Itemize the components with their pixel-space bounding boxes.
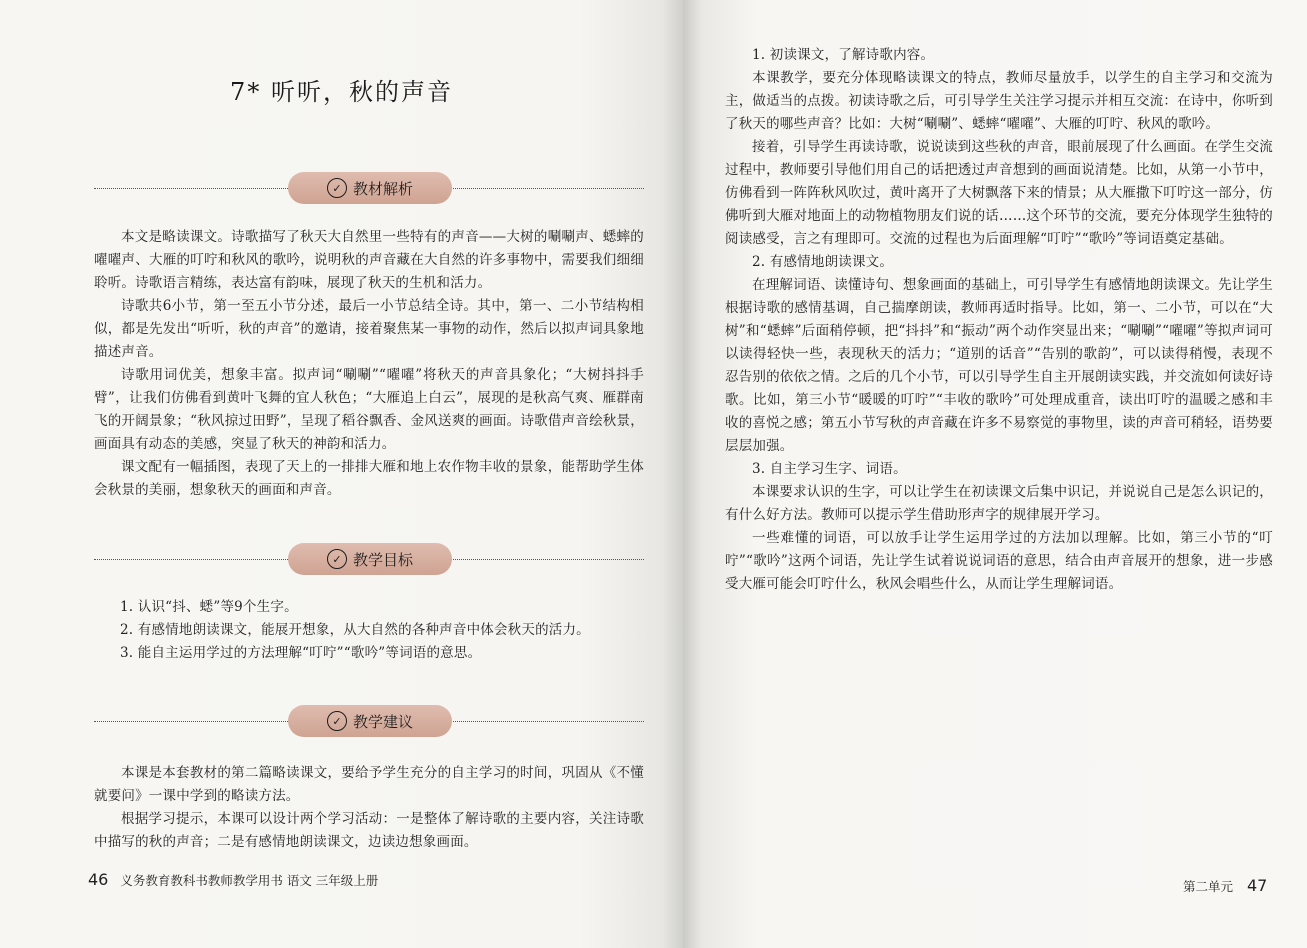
paragraph: 本文是略读课文。诗歌描写了秋天大自然里一些特有的声音——大树的唰唰声、蟋蟀的嚁嚁声、大雁的叮咛和秋风的歌吟，说明秋的声音藏在大自然的许多事物中，需要我们细细聆听。诗歌语言精练，表达富有韵味，展现了秋天的生机和活力。 — [94, 229, 644, 291]
goal-item: 1. 认识“抖、蟋”等9个生字。 — [120, 599, 298, 615]
paragraph: 一些难懂的词语，可以放手让学生运用学过的方法加以理解。比如，第三小节的“叮咛”“歌吟”这两个词语，先让学生试着说说词语的意思，结合由声音展开的想象，进一步感受大雁可能会叮咛什么，秋风会唱些什么，从而让学生理解词语。 — [725, 530, 1273, 592]
right-text — [725, 44, 1273, 596]
right-page — [683, 0, 1307, 948]
section-header-goals — [94, 543, 644, 577]
goal-item: 3. 能自主运用学过的方法理解“叮咛”“歌吟”等词语的意思。 — [120, 645, 482, 661]
analysis-text — [94, 226, 644, 502]
paragraph: 本课是本套教材的第二篇略读课文，要给予学生充分的自主学习的时间，巩固从《不懂就要问》一课中学到的略读方法。 — [94, 765, 644, 804]
subheading: 3. 自主学习生字、词语。 — [752, 461, 907, 477]
section-label: 教材解析 — [352, 179, 413, 198]
right-footer — [1183, 876, 1275, 895]
paragraph: 诗歌共6小节，第一至五小节分述，最后一小节总结全诗。其中，第一、二小节结构相似，都是先发出“听听，秋的声音”的邀请，接着聚焦某一事物的动作，然后以拟声词具象地描述声音。 — [94, 298, 644, 360]
chevron-down-circle-icon: ✓ — [327, 178, 347, 198]
section-header-suggestions — [94, 705, 644, 739]
section-label: 教学目标 — [352, 550, 413, 569]
lesson-title: 7* 听听，秋的声音 — [230, 78, 453, 106]
section-pill — [288, 705, 452, 737]
section-label: 教学建议 — [352, 712, 413, 731]
goal-item: 2. 有感情地朗读课文，能展开想象，从大自然的各种声音中体会秋天的活力。 — [120, 622, 590, 638]
paragraph: 诗歌用词优美，想象丰富。拟声词“唰唰”“嚁嚁”将秋天的声音具象化；“大树抖抖手臂”，让我们仿佛看到黄叶飞舞的宜人秋色；“大雁追上白云”，展现的是秋高气爽、雁群南飞的开阔景象；“秋风掠过田野”，呈现了稻谷飘香、金风送爽的画面。诗歌借声音绘秋景，画面具有动态的美感，突显了秋天的神韵和活力。 — [94, 367, 644, 452]
subheading: 1. 初读课文，了解诗歌内容。 — [752, 47, 935, 63]
left-footer — [88, 870, 378, 889]
chevron-down-circle-icon: ✓ — [327, 711, 347, 731]
page-number: 47 — [1247, 876, 1268, 895]
book-title: 义务教育教科书教师教学用书 语文 三年级上册 — [120, 873, 379, 888]
paragraph: 课文配有一幅插图，表现了天上的一排排大雁和地上农作物丰收的景象，能帮助学生体会秋景的美丽，想象秋天的画面和声音。 — [94, 459, 644, 498]
paragraph: 本课教学，要充分体现略读课文的特点，教师尽量放手，以学生的自主学习和交流为主，做适当的点拨。初读诗歌之后，可引导学生关注学习提示并相互交流：在诗中，你听到了秋天的哪些声音？比如：大树“唰唰”、蟋蟀“嚁嚁”、大雁的叮咛、秋风的歌吟。 — [725, 70, 1273, 132]
paragraph: 接着，引导学生再读诗歌，说说读到这些秋的声音，眼前展现了什么画面。在学生交流过程中，教师要引导他们用自己的话把透过声音想到的画面说清楚。比如，从第一小节中，仿佛看到一阵阵秋风吹过，黄叶离开了大树飘落下来的情景；从大雁撒下叮咛这一部分，仿佛听到大雁对地面上的动物植物朋友们说的话……这个环节的交流，要充分体现学生独特的阅读感受，言之有理即可。交流的过程也为后面理解“叮咛”“歌吟”等词语奠定基础。 — [725, 139, 1273, 247]
paragraph: 根据学习提示，本课可以设计两个学习活动：一是整体了解诗歌的主要内容，关注诗歌中描写的秋的声音；二是有感情地朗读课文，边读边想象画面。 — [94, 811, 644, 850]
section-header-analysis — [94, 172, 644, 206]
paragraph: 本课要求认识的生字，可以让学生在初读课文后集中识记，并说说自己是怎么识记的，有什么好方法。教师可以提示学生借助形声字的规律展开学习。 — [725, 484, 1273, 523]
section-pill — [288, 172, 452, 204]
suggestions-text — [94, 762, 644, 854]
unit-label: 第二单元 — [1183, 879, 1234, 894]
section-pill — [288, 543, 452, 575]
paragraph: 在理解词语、读懂诗句、想象画面的基础上，可引导学生有感情地朗读课文。先让学生根据诗歌的感情基调，自己揣摩朗读，教师再适时指导。比如，第一、二小节，可以在“大树”和“蟋蟀”后面稍停顿，把“抖抖”和“振动”两个动作突显出来；“唰唰”“嚁嚁”等拟声词可以读得轻快一些，表现秋天的活力；“道别的话音”“告别的歌韵”，可以读得稍慢，表现不忍告别的依依之情。之后的几个小节，可以引导学生自主开展朗读实践，并交流如何读好诗歌。比如，第三小节“暖暖的叮咛”“丰收的歌吟”可处理成重音，读出叮咛的温暖之感和丰收的喜悦之感；第五小节写秋的声音藏在许多不易察觉的事物里，读的声音可稍轻，语势要层层加强。 — [725, 277, 1273, 454]
goals-list — [120, 596, 644, 665]
subheading: 2. 有感情地朗读课文。 — [752, 254, 894, 270]
chevron-down-circle-icon: ✓ — [327, 549, 347, 569]
page-number: 46 — [88, 870, 109, 889]
